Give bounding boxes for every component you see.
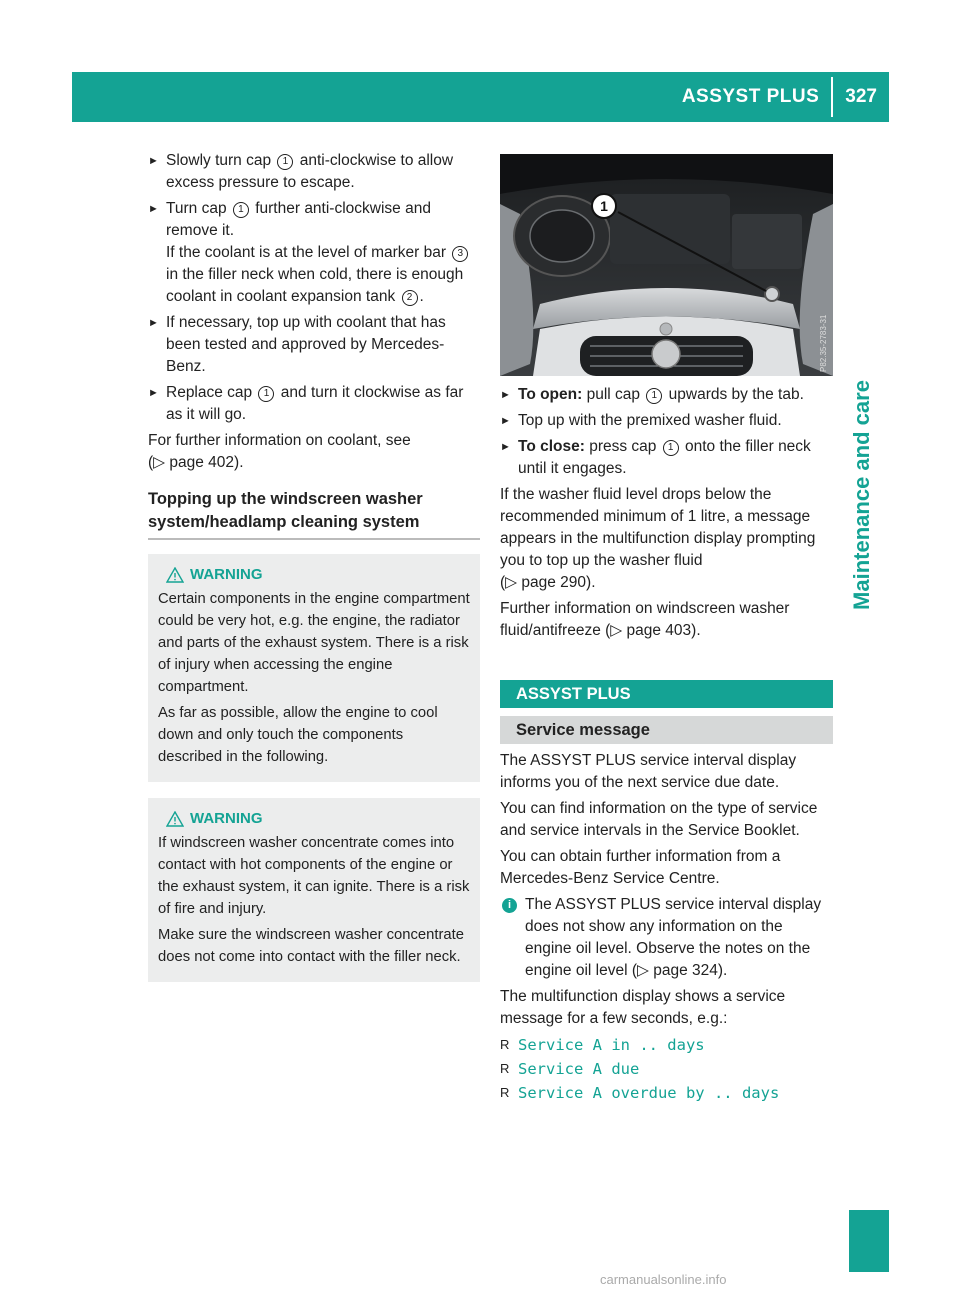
step-item [500,384,833,406]
paragraph-text: If the washer fluid level drops below the recommended minimum of 1 litre, a message appears in the multifunction display prompting you to top up the washer fluid [500,486,816,569]
warning-box [148,798,480,982]
further-info [148,430,480,474]
step-text-part: Slowly turn cap [166,152,276,169]
display-message: Service A due [518,1060,640,1078]
warning-header [158,808,470,830]
step-text-part: pull cap [582,386,645,403]
paragraph [500,484,833,594]
step-text: If necessary, top up with coolant that has been tested and approved by Mercedes-Benz. [166,314,446,375]
display-message: Service A in .. days [518,1036,705,1054]
warning-text: Certain components in the engine compartment could be very hot, e.g. the engine, the radiator and parts of the exhaust system. There is a risk of injury when accessing the engine compartment. [158,591,470,695]
step-note: If the coolant is at the level of marker bar [166,244,451,261]
step-note: in the filler neck when cold, there is enough coolant in coolant expansion tank [166,266,464,305]
step-arrow-icon: ► [500,441,511,453]
step-text-part: anti-clockwise to allow excess pressure to escape. [166,152,454,191]
info-text: The ASSYST PLUS service interval display does not show any information on the engine oil level. Observe the notes on the engine oil level (▷ page 324). [525,896,822,979]
step-arrow-icon: ► [500,415,511,427]
display-message-item [500,1034,833,1056]
page-reference: (▷ page 290). [500,574,596,591]
step-text [166,382,480,426]
callout-number-icon: 1 [277,154,293,170]
paragraph: You can find information on the type of service and service intervals in the Service Booklet. [500,800,818,839]
paragraph: The multifunction display shows a service message for a few seconds, e.g.: [500,988,786,1027]
warning-header [158,564,470,586]
step-text-part: further anti-clockwise and remove it. [166,200,431,239]
info-note [500,894,833,982]
step-keyword: To close: [518,438,585,455]
section-title: Topping up the windscreen washer system/headlamp cleaning system [148,488,480,540]
step-text-part: Turn cap [166,200,231,217]
step-arrow-icon: ► [148,317,159,329]
photo-code: P82.35-2783-31 [819,314,828,372]
engine-bay-photo [500,154,833,376]
warning-triangle-icon [166,811,184,827]
bullet-mark: R [500,1037,510,1052]
watermark: carmanualsonline.info [600,1272,727,1287]
step-arrow-icon: ► [148,155,159,167]
step-text [166,150,480,194]
info-icon: i [502,898,517,913]
paragraph: You can obtain further information from a Mercedes-Benz Service Centre. [500,848,781,887]
step-item [148,150,480,194]
step-item [500,410,833,432]
callout-number-icon: 1 [233,202,249,218]
side-chapter-label: Maintenance and care [849,380,874,610]
step-text-part: Replace cap [166,384,257,401]
step-text-part: upwards by the tab. [664,386,804,403]
paragraph: The ASSYST PLUS service interval display informs you of the next service due date. [500,752,797,791]
step-keyword: To open: [518,386,583,403]
step-item [500,436,833,480]
step-item [148,382,480,426]
callout-number-icon: 1 [646,388,662,404]
step-arrow-icon: ► [148,203,159,215]
warning-text: Make sure the windscreen washer concentrate does not come into contact with the filler neck. [158,927,464,965]
page-number: 327 [845,86,877,107]
step-arrow-icon: ► [148,387,159,399]
step-text [518,384,833,406]
subsection-band: Service message [500,716,833,744]
step-note: . [419,288,424,305]
display-message: Service A overdue by .. days [518,1084,780,1102]
further-info-text: For further information on coolant, see [148,432,411,449]
step-text-part: onto the filler neck until it engages. [518,438,811,477]
step-text [518,436,833,480]
warning-label: WARNING [190,566,263,583]
photo-callout-label: 1 [600,198,608,214]
side-chapter-tab [842,270,882,720]
step-text-part: and turn it clockwise as far as it will go. [166,384,464,423]
paragraph: Further information on windscreen washer fluid/antifreeze (▷ page 403). [500,600,790,639]
bullet-mark: R [500,1061,510,1076]
page-header [72,72,889,122]
callout-number-icon: 2 [402,290,418,306]
bullet-mark: R [500,1085,510,1100]
display-message-item [500,1058,833,1080]
warning-text: If windscreen washer concentrate comes into contact with hot components of the engine or the exhaust system, it can ignite. There is a risk of fire and injury. [158,835,470,917]
header-section-title: ASSYST PLUS [681,86,820,107]
callout-number-icon: 1 [663,440,679,456]
display-message-item [500,1082,833,1104]
warning-triangle-icon [166,567,184,583]
callout-number-icon: 3 [452,246,468,262]
step-item [148,312,480,378]
right-column [500,154,833,1106]
left-column [148,150,480,982]
step-arrow-icon: ► [500,389,511,401]
warning-box [148,554,480,782]
step-item [148,198,480,308]
page-reference: (▷ page 402). [148,454,244,471]
step-text: Top up with the premixed washer fluid. [518,412,782,429]
section-band: ASSYST PLUS [500,680,833,708]
step-text [166,198,480,308]
callout-number-icon: 1 [258,386,274,402]
warning-label: WARNING [190,810,263,827]
step-text-part: press cap [584,438,661,455]
side-tab-marker [849,1210,889,1272]
warning-text: As far as possible, allow the engine to cool down and only touch the components described in the following. [158,705,438,765]
engine-bay-illustration [500,154,833,376]
